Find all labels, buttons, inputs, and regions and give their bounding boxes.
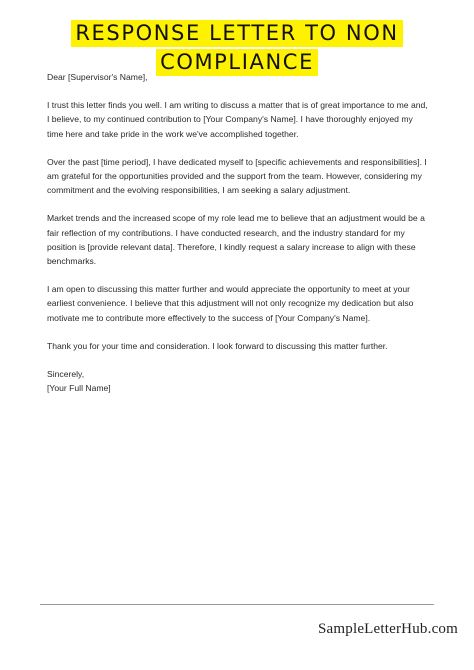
closing-block <box>47 367 431 395</box>
brand-logo: SampleLetterHub.com <box>317 621 458 637</box>
letter-body <box>47 70 431 395</box>
paragraph-1: I trust this letter finds you well. I am writing to discuss a matter that is of great importance to me and, I believe, to my continued contribution to [Your Company's Name]. I have thoroughly enjoyed my time here and take pride in the work we've accomplished together. <box>47 100 428 139</box>
title-area <box>0 20 474 76</box>
title-line-2: COMPLIANCE <box>156 49 318 76</box>
page-title <box>0 20 474 76</box>
paragraph-4: I am open to discussing this matter further and would appreciate the opportunity to meet at your earliest convenience. I believe that this adjustment will not only recognize my dedication but also motivate me to contribute more effectively to the success of [Your Company's Name]. <box>47 284 414 323</box>
paragraph-5: Thank you for your time and consideration. I look forward to discussing this matter further. <box>47 340 388 351</box>
footer-divider <box>40 604 434 605</box>
paragraph-2: Over the past [time period], I have dedicated myself to [specific achievements and responsibilities]. I am grateful for the opportunities provided and the support from the team. However, considering my commitment and the evolving responsibilities, I am seeking a salary adjustment. <box>47 156 427 196</box>
salutation: Dear [Supervisor's Name], <box>47 72 148 82</box>
paragraph-3: Market trends and the increased scope of my role lead me to believe that an adjustment would be a fair reflection of my contributions. I have conducted research, and the industry standard for my position is [provide relevant data]. Therefore, I kindly request a salary increase to align with these benchmarks. <box>47 213 425 267</box>
title-line-1: RESPONSE LETTER TO NON <box>71 20 402 47</box>
closing: Sincerely, <box>47 369 85 380</box>
signature: [Your Full Name] <box>47 383 111 394</box>
